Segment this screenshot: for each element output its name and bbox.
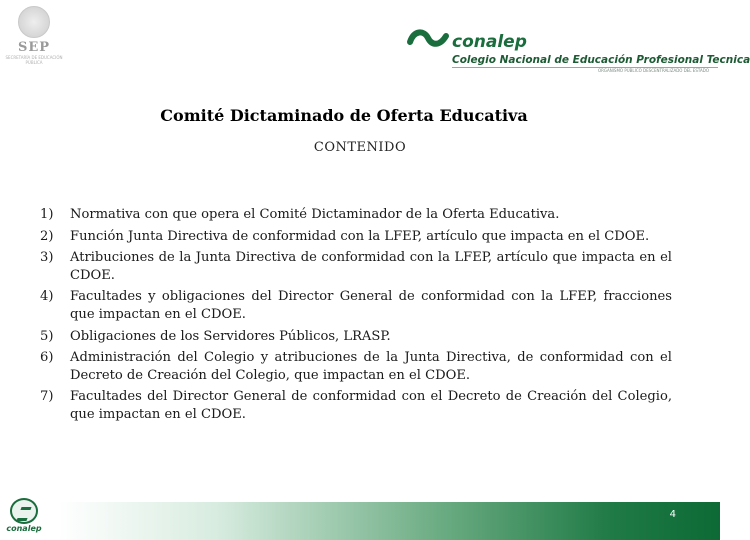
list-item xyxy=(40,206,672,224)
footer-conalep-logo xyxy=(4,498,44,538)
list-item xyxy=(40,328,672,346)
section-heading: CONTENIDO xyxy=(313,140,407,155)
item-number: 6) xyxy=(40,350,54,366)
item-text: Normativa con que opera el Comité Dictaminador de la Oferta Educativa. xyxy=(70,207,560,222)
item-text: Obligaciones de los Servidores Públicos, LRASP. xyxy=(70,328,391,344)
page-title: Comité Dictaminado de Oferta Educativa xyxy=(160,106,528,125)
list-item xyxy=(40,228,672,246)
national-seal-icon xyxy=(18,6,50,38)
sep-logo-text: SEP xyxy=(17,40,51,55)
item-number: 5) xyxy=(40,328,54,344)
sep-logo xyxy=(2,4,66,76)
conalep-full-name: Colegio Nacional de Educación Profesional Tecnica xyxy=(452,54,750,66)
conalep-seal-icon xyxy=(10,498,38,524)
item-text: Función Junta Directiva de conformidad con la LFEP, artículo que impacta en el CDOE. xyxy=(70,228,650,244)
conalep-logo-name: conalep xyxy=(452,32,527,52)
contents-list xyxy=(40,206,672,428)
page-number: 4 xyxy=(669,509,676,520)
item-text: Atribuciones de la Junta Directiva de conformidad con la LFEP, artículo que impacta en el CDOE. xyxy=(70,250,672,283)
item-number: 4) xyxy=(40,289,54,305)
item-number: 3) xyxy=(40,250,54,266)
item-text: Administración del Colegio y atribuciones de la Junta Directiva, de conformidad con el Decreto de Creación del Colegio, que impactan en el CDOE. xyxy=(70,350,672,383)
item-number: 7) xyxy=(40,389,54,405)
sep-logo-subtext: SECRETARÍA DE EDUCACIÓN PÚBLICA xyxy=(5,55,63,65)
conalep-tagline: ORGANISMO PÚBLICO DESCENTRALIZADO DEL ESTADO xyxy=(598,68,709,73)
item-number: 2) xyxy=(40,228,54,244)
conalep-emblem-icon xyxy=(408,28,448,52)
footer-logo-text: conalep xyxy=(6,524,42,533)
footer-bar xyxy=(0,502,720,540)
list-item xyxy=(40,288,672,323)
item-text: Facultades del Director General de conformidad con el Decreto de Creación del Colegio, que impactan en el CDOE. xyxy=(70,389,672,422)
list-item xyxy=(40,388,672,423)
item-number: 1) xyxy=(40,207,54,222)
list-item xyxy=(40,349,672,384)
item-text: Facultades y obligaciones del Director General de conformidad con la LFEP, fracciones que impactan en el CDOE. xyxy=(70,289,672,322)
conalep-header-logo xyxy=(408,26,750,76)
list-item xyxy=(40,249,672,284)
